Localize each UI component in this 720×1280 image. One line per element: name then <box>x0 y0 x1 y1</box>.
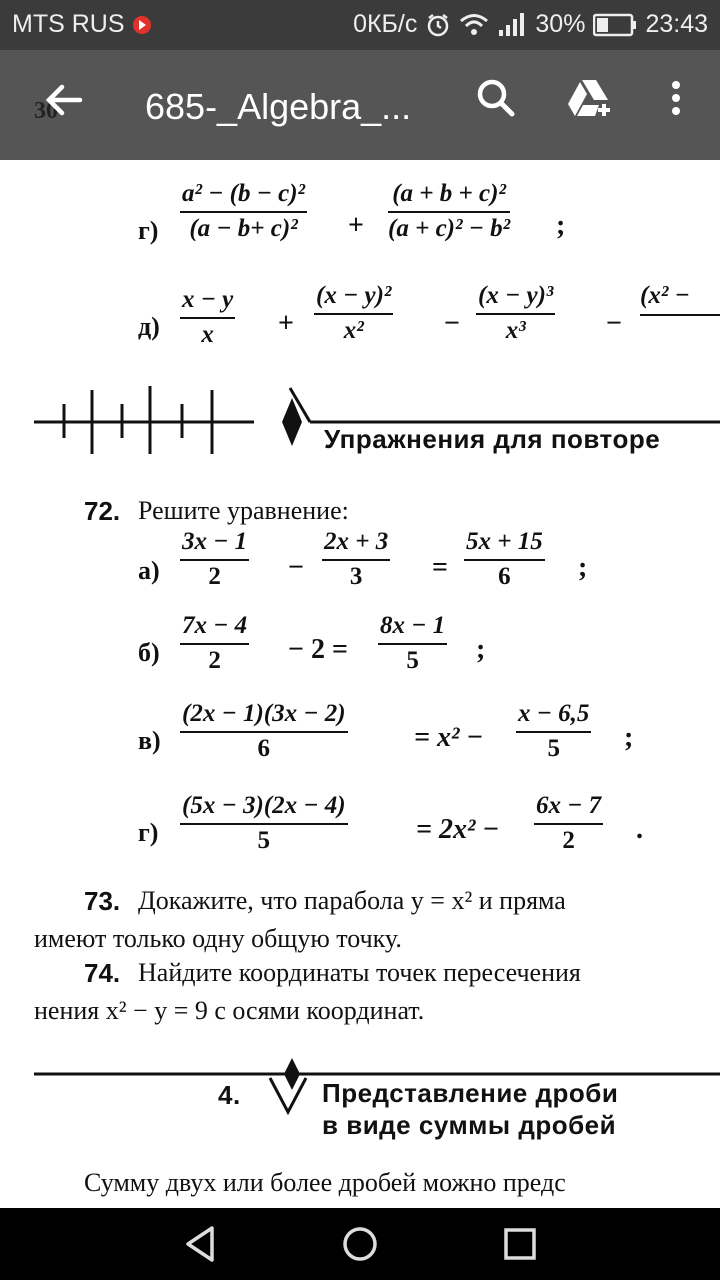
exercise-number: 72. <box>84 496 121 526</box>
fraction-numerator: 8x − 1 <box>380 612 446 639</box>
fraction-numerator: 7x − 4 <box>182 612 248 639</box>
fraction <box>388 180 510 243</box>
exercise-text: Решите уравнение: <box>138 496 349 525</box>
back-nav-icon[interactable] <box>178 1222 222 1266</box>
battery-icon <box>593 13 637 37</box>
punctuation: ; <box>624 722 634 753</box>
signal-icon <box>497 12 527 38</box>
punctuation: ; <box>578 552 588 583</box>
clock: 23:43 <box>645 10 708 38</box>
equation-middle: = 2x² − <box>416 814 500 845</box>
exercise-text-line: Найдите координаты точек пересечения <box>138 958 581 987</box>
fraction-denominator: 3 <box>349 563 363 590</box>
fraction-bar <box>180 317 235 319</box>
fraction-bar <box>476 313 555 315</box>
punctuation: ; <box>476 634 486 665</box>
fraction-numerator: (2x − 1)(3x − 2) <box>182 700 346 727</box>
punctuation: ; <box>556 210 566 241</box>
battery-percent: 30% <box>535 10 586 38</box>
fraction-denominator: 2 <box>208 647 221 674</box>
wifi-icon <box>459 12 489 38</box>
section-intro-text: Сумму двух или более дробей можно предс <box>84 1168 566 1197</box>
fraction-denominator: 2 <box>562 827 575 854</box>
equation-middle: = x² − <box>414 722 484 753</box>
fraction-numerator: (x − y)² <box>316 282 392 309</box>
exercise-number: 74. <box>84 958 121 988</box>
fraction-bar <box>388 211 510 213</box>
fraction-denominator: (a − b+ c)² <box>189 215 298 242</box>
fraction-bar <box>378 643 447 645</box>
fraction-denominator: 6 <box>257 735 271 762</box>
system-navigation-bar <box>0 1208 720 1280</box>
fraction-numerator: x − y <box>182 286 234 313</box>
fraction <box>180 612 249 675</box>
fraction <box>322 528 390 591</box>
more-options-icon[interactable] <box>652 74 700 122</box>
app-toolbar <box>0 50 720 160</box>
exercise-text-line: нения x² − y = 9 с осями координат. <box>34 996 425 1025</box>
fraction-denominator: x² <box>343 317 364 344</box>
fraction-numerator: 3x − 1 <box>182 528 248 555</box>
fraction <box>464 528 545 591</box>
fraction <box>516 700 591 763</box>
recents-nav-icon[interactable] <box>498 1222 542 1266</box>
drive-add-icon[interactable] <box>566 74 614 122</box>
fraction-numerator: 5x + 15 <box>466 528 543 555</box>
fraction-bar <box>180 559 249 561</box>
fraction <box>180 180 307 243</box>
fraction <box>180 792 348 855</box>
fraction-denominator: 5 <box>547 735 560 762</box>
item-label: в) <box>138 726 161 755</box>
fraction-numerator: 2x + 3 <box>324 528 389 555</box>
alarm-icon <box>425 12 451 38</box>
fraction-denominator: 5 <box>257 827 271 854</box>
fraction-bar <box>180 823 348 825</box>
document-title: 685-_Algebra_... <box>145 86 412 127</box>
back-arrow-icon[interactable] <box>40 76 88 124</box>
fraction <box>180 286 235 349</box>
home-nav-icon[interactable] <box>338 1222 382 1266</box>
fraction-numerator: x − 6,5 <box>518 700 590 727</box>
operator: − <box>606 308 622 339</box>
exercise-number: 73. <box>84 886 121 916</box>
fraction-cut-off <box>640 282 720 316</box>
operator: − <box>444 308 460 339</box>
fraction-denominator: 6 <box>498 563 511 590</box>
exercise-text-line: имеют только одну общую точку. <box>34 924 402 953</box>
operator: + <box>348 210 364 241</box>
fraction-bar <box>516 731 591 733</box>
document-page[interactable] <box>0 160 720 1208</box>
fraction <box>534 792 603 855</box>
fraction-bar <box>464 559 545 561</box>
section-title: Упражнения для повторе <box>324 424 661 454</box>
net-speed-label: 0КБ/с <box>353 10 418 38</box>
fraction <box>314 282 393 345</box>
equation-middle: − 2 = <box>288 634 348 665</box>
fraction-denominator: 5 <box>406 647 419 674</box>
punctuation: . <box>636 814 643 845</box>
search-icon[interactable] <box>472 74 520 122</box>
fraction-numerator: (5x − 3)(2x − 4) <box>182 792 346 819</box>
operator: + <box>278 308 294 339</box>
item-label: б) <box>138 638 160 667</box>
fraction <box>180 700 348 763</box>
operator: − <box>288 552 304 583</box>
fraction-bar <box>314 313 393 315</box>
section-title: в виде суммы дробей <box>322 1110 617 1140</box>
fraction-denominator: (a + c)² − b² <box>388 215 511 242</box>
exercise-text-line: Докажите, что парабола y = x² и пряма <box>138 886 566 915</box>
item-label: г) <box>138 818 159 847</box>
fraction-bar <box>180 643 249 645</box>
fraction-denominator: 2 <box>208 563 221 590</box>
fraction <box>180 528 249 591</box>
fraction-numerator: 6x − 7 <box>536 792 602 819</box>
fraction-numerator: (a + b + c)² <box>392 180 506 207</box>
fraction-bar <box>534 823 603 825</box>
youtube-notification-icon <box>133 16 151 34</box>
fraction-numerator: (x² − <box>640 282 690 309</box>
fraction <box>378 612 447 675</box>
carrier-label: MTS RUS <box>12 10 125 38</box>
fraction-denominator: x³ <box>505 317 526 344</box>
item-label: д) <box>138 312 160 341</box>
fraction-numerator: (x − y)³ <box>478 282 554 309</box>
fraction <box>476 282 555 345</box>
item-label: г) <box>138 216 159 245</box>
section-number: 4. <box>218 1080 241 1110</box>
fraction-numerator: a² − (b − c)² <box>182 180 306 207</box>
page-number-partial: 30 <box>34 98 58 124</box>
fraction-bar <box>180 211 307 213</box>
item-label: а) <box>138 556 160 585</box>
section-title: Представление дроби <box>322 1078 619 1108</box>
fraction-bar <box>180 731 348 733</box>
operator: = <box>432 552 448 583</box>
fraction-denominator: x <box>201 321 214 348</box>
status-bar <box>0 0 720 50</box>
fraction-bar <box>322 559 390 561</box>
